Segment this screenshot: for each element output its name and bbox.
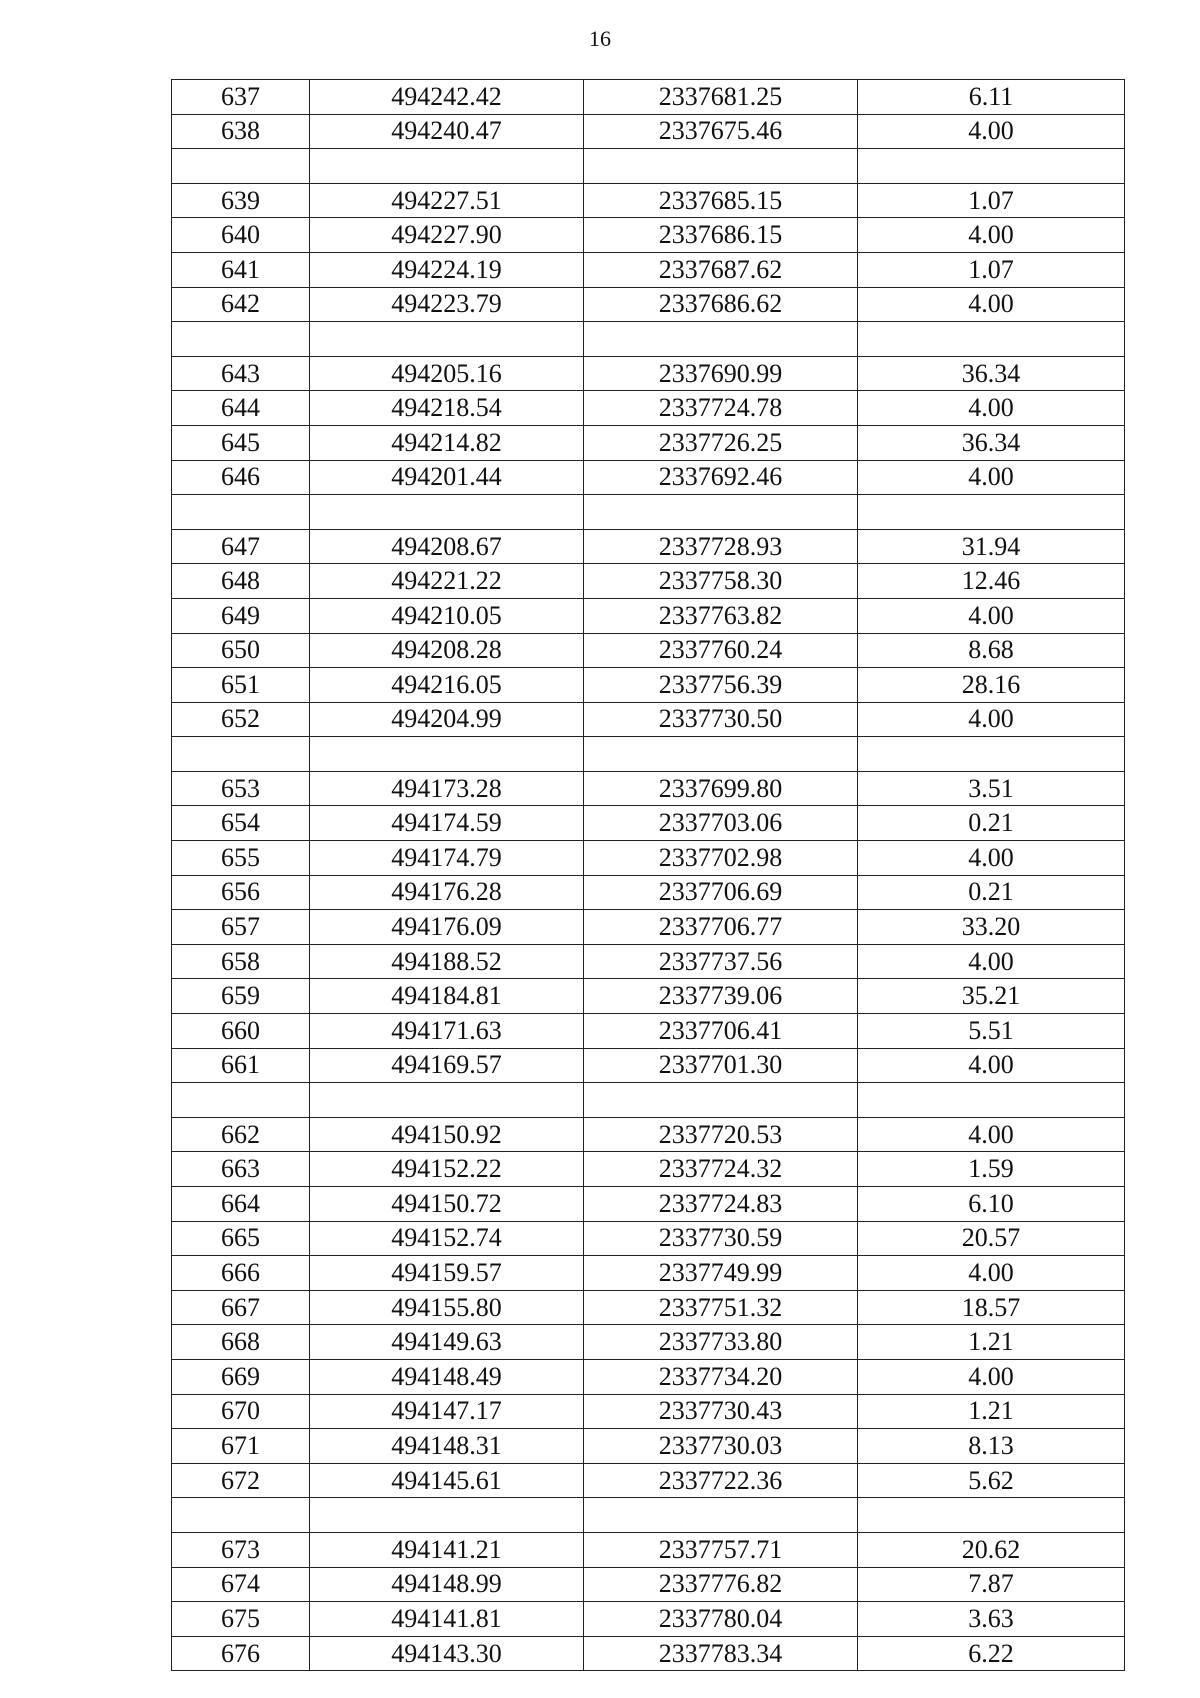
distance-cell (858, 322, 1125, 357)
y-coordinate-cell (584, 149, 858, 184)
point-number-cell: 653 (172, 771, 310, 806)
x-coordinate-cell: 494145.61 (310, 1463, 584, 1498)
distance-cell: 6.11 (858, 80, 1125, 115)
distance-cell: 5.62 (858, 1463, 1125, 1498)
table-row (172, 979, 1125, 1014)
x-coordinate-cell: 494224.19 (310, 252, 584, 287)
table-row (172, 252, 1125, 287)
table-row (172, 425, 1125, 460)
table-row (172, 1636, 1125, 1671)
y-coordinate-cell: 2337739.06 (584, 979, 858, 1014)
distance-cell: 7.87 (858, 1567, 1125, 1602)
point-number-cell (172, 737, 310, 772)
distance-cell: 4.00 (858, 1359, 1125, 1394)
point-number-cell: 676 (172, 1636, 310, 1671)
x-coordinate-cell: 494205.16 (310, 356, 584, 391)
y-coordinate-cell: 2337783.34 (584, 1636, 858, 1671)
y-coordinate-cell (584, 322, 858, 357)
x-coordinate-cell (310, 737, 584, 772)
distance-cell: 8.68 (858, 633, 1125, 668)
x-coordinate-cell: 494176.09 (310, 910, 584, 945)
distance-cell: 1.59 (858, 1152, 1125, 1187)
point-number-cell: 666 (172, 1256, 310, 1291)
distance-cell: 0.21 (858, 875, 1125, 910)
y-coordinate-cell: 2337734.20 (584, 1359, 858, 1394)
table-row (172, 1325, 1125, 1360)
point-number-cell: 641 (172, 252, 310, 287)
point-number-cell: 665 (172, 1221, 310, 1256)
table-row (172, 1290, 1125, 1325)
x-coordinate-cell: 494159.57 (310, 1256, 584, 1291)
point-number-cell: 670 (172, 1394, 310, 1429)
y-coordinate-cell: 2337706.69 (584, 875, 858, 910)
x-coordinate-cell: 494208.67 (310, 529, 584, 564)
point-number-cell: 647 (172, 529, 310, 564)
point-number-cell: 644 (172, 391, 310, 426)
point-number-cell: 639 (172, 183, 310, 218)
point-number-cell: 655 (172, 841, 310, 876)
x-coordinate-cell: 494204.99 (310, 702, 584, 737)
y-coordinate-cell: 2337724.78 (584, 391, 858, 426)
distance-cell: 3.51 (858, 771, 1125, 806)
distance-cell (858, 737, 1125, 772)
y-coordinate-cell: 2337699.80 (584, 771, 858, 806)
distance-cell: 8.13 (858, 1429, 1125, 1464)
table-row (172, 1048, 1125, 1083)
point-number-cell: 649 (172, 598, 310, 633)
x-coordinate-cell: 494201.44 (310, 460, 584, 495)
point-number-cell: 648 (172, 564, 310, 599)
y-coordinate-cell: 2337722.36 (584, 1463, 858, 1498)
distance-cell: 0.21 (858, 806, 1125, 841)
point-number-cell: 674 (172, 1567, 310, 1602)
x-coordinate-cell: 494221.22 (310, 564, 584, 599)
point-number-cell: 659 (172, 979, 310, 1014)
x-coordinate-cell (310, 322, 584, 357)
table-row (172, 1221, 1125, 1256)
distance-cell (858, 495, 1125, 530)
table-row (172, 1359, 1125, 1394)
distance-cell: 1.07 (858, 183, 1125, 218)
distance-cell: 4.00 (858, 841, 1125, 876)
x-coordinate-cell: 494240.47 (310, 114, 584, 149)
distance-cell: 20.57 (858, 1221, 1125, 1256)
distance-cell: 5.51 (858, 1014, 1125, 1049)
x-coordinate-cell: 494218.54 (310, 391, 584, 426)
distance-cell: 35.21 (858, 979, 1125, 1014)
table-row (172, 1117, 1125, 1152)
x-coordinate-cell (310, 149, 584, 184)
y-coordinate-cell: 2337685.15 (584, 183, 858, 218)
distance-cell: 3.63 (858, 1602, 1125, 1637)
point-number-cell: 637 (172, 80, 310, 115)
y-coordinate-cell: 2337686.15 (584, 218, 858, 253)
table-separator-row (172, 149, 1125, 184)
table-row (172, 80, 1125, 115)
x-coordinate-cell: 494188.52 (310, 944, 584, 979)
y-coordinate-cell: 2337720.53 (584, 1117, 858, 1152)
table-row (172, 391, 1125, 426)
distance-cell: 36.34 (858, 425, 1125, 460)
table-separator-row (172, 322, 1125, 357)
coordinates-table-body (172, 80, 1125, 1671)
y-coordinate-cell (584, 1083, 858, 1118)
point-number-cell: 646 (172, 460, 310, 495)
distance-cell: 4.00 (858, 218, 1125, 253)
x-coordinate-cell (310, 1083, 584, 1118)
x-coordinate-cell: 494171.63 (310, 1014, 584, 1049)
x-coordinate-cell: 494227.90 (310, 218, 584, 253)
x-coordinate-cell: 494155.80 (310, 1290, 584, 1325)
page-number: 16 (589, 26, 611, 51)
table-row (172, 910, 1125, 945)
x-coordinate-cell: 494148.31 (310, 1429, 584, 1464)
point-number-cell: 651 (172, 668, 310, 703)
y-coordinate-cell: 2337675.46 (584, 114, 858, 149)
y-coordinate-cell: 2337706.77 (584, 910, 858, 945)
x-coordinate-cell: 494176.28 (310, 875, 584, 910)
distance-cell: 6.10 (858, 1187, 1125, 1222)
point-number-cell (172, 1498, 310, 1533)
y-coordinate-cell: 2337760.24 (584, 633, 858, 668)
table-row (172, 287, 1125, 322)
y-coordinate-cell (584, 495, 858, 530)
table-row (172, 875, 1125, 910)
x-coordinate-cell: 494210.05 (310, 598, 584, 633)
x-coordinate-cell: 494227.51 (310, 183, 584, 218)
point-number-cell: 664 (172, 1187, 310, 1222)
distance-cell (858, 149, 1125, 184)
point-number-cell: 643 (172, 356, 310, 391)
distance-cell: 4.00 (858, 391, 1125, 426)
x-coordinate-cell: 494184.81 (310, 979, 584, 1014)
distance-cell: 4.00 (858, 702, 1125, 737)
y-coordinate-cell: 2337763.82 (584, 598, 858, 633)
distance-cell: 4.00 (858, 1048, 1125, 1083)
distance-cell: 28.16 (858, 668, 1125, 703)
table-separator-row (172, 737, 1125, 772)
point-number-cell: 671 (172, 1429, 310, 1464)
x-coordinate-cell (310, 495, 584, 530)
table-row (172, 806, 1125, 841)
table-row (172, 1532, 1125, 1567)
distance-cell (858, 1083, 1125, 1118)
x-coordinate-cell: 494149.63 (310, 1325, 584, 1360)
point-number-cell: 672 (172, 1463, 310, 1498)
table-row (172, 1394, 1125, 1429)
y-coordinate-cell: 2337751.32 (584, 1290, 858, 1325)
y-coordinate-cell: 2337703.06 (584, 806, 858, 841)
y-coordinate-cell: 2337726.25 (584, 425, 858, 460)
table-row (172, 1567, 1125, 1602)
distance-cell: 31.94 (858, 529, 1125, 564)
x-coordinate-cell: 494169.57 (310, 1048, 584, 1083)
table-row (172, 944, 1125, 979)
point-number-cell: 650 (172, 633, 310, 668)
table-row (172, 598, 1125, 633)
distance-cell: 4.00 (858, 1117, 1125, 1152)
x-coordinate-cell: 494148.99 (310, 1567, 584, 1602)
y-coordinate-cell: 2337724.83 (584, 1187, 858, 1222)
point-number-cell: 673 (172, 1532, 310, 1567)
y-coordinate-cell: 2337702.98 (584, 841, 858, 876)
x-coordinate-cell: 494174.79 (310, 841, 584, 876)
y-coordinate-cell: 2337749.99 (584, 1256, 858, 1291)
x-coordinate-cell: 494152.22 (310, 1152, 584, 1187)
point-number-cell: 652 (172, 702, 310, 737)
table-row (172, 771, 1125, 806)
table-row (172, 1152, 1125, 1187)
x-coordinate-cell: 494150.72 (310, 1187, 584, 1222)
point-number-cell: 654 (172, 806, 310, 841)
distance-cell: 4.00 (858, 598, 1125, 633)
y-coordinate-cell: 2337701.30 (584, 1048, 858, 1083)
point-number-cell (172, 495, 310, 530)
y-coordinate-cell: 2337686.62 (584, 287, 858, 322)
table-row (172, 183, 1125, 218)
point-number-cell: 638 (172, 114, 310, 149)
table-row (172, 218, 1125, 253)
table-row (172, 1602, 1125, 1637)
y-coordinate-cell: 2337776.82 (584, 1567, 858, 1602)
distance-cell: 1.21 (858, 1325, 1125, 1360)
y-coordinate-cell: 2337692.46 (584, 460, 858, 495)
x-coordinate-cell: 494148.49 (310, 1359, 584, 1394)
coordinates-table (171, 79, 1125, 1671)
distance-cell: 4.00 (858, 287, 1125, 322)
y-coordinate-cell: 2337706.41 (584, 1014, 858, 1049)
distance-cell: 4.00 (858, 944, 1125, 979)
y-coordinate-cell: 2337690.99 (584, 356, 858, 391)
distance-cell: 4.00 (858, 1256, 1125, 1291)
point-number-cell: 640 (172, 218, 310, 253)
table-row (172, 702, 1125, 737)
x-coordinate-cell: 494216.05 (310, 668, 584, 703)
x-coordinate-cell: 494223.79 (310, 287, 584, 322)
table-separator-row (172, 1498, 1125, 1533)
point-number-cell (172, 322, 310, 357)
x-coordinate-cell: 494143.30 (310, 1636, 584, 1671)
point-number-cell: 662 (172, 1117, 310, 1152)
y-coordinate-cell: 2337733.80 (584, 1325, 858, 1360)
x-coordinate-cell: 494174.59 (310, 806, 584, 841)
distance-cell: 1.07 (858, 252, 1125, 287)
y-coordinate-cell: 2337687.62 (584, 252, 858, 287)
point-number-cell: 658 (172, 944, 310, 979)
table-row (172, 356, 1125, 391)
table-separator-row (172, 1083, 1125, 1118)
point-number-cell: 669 (172, 1359, 310, 1394)
point-number-cell: 661 (172, 1048, 310, 1083)
table-row (172, 114, 1125, 149)
y-coordinate-cell: 2337757.71 (584, 1532, 858, 1567)
y-coordinate-cell: 2337728.93 (584, 529, 858, 564)
y-coordinate-cell: 2337758.30 (584, 564, 858, 599)
point-number-cell: 657 (172, 910, 310, 945)
point-number-cell: 663 (172, 1152, 310, 1187)
table-row (172, 529, 1125, 564)
distance-cell: 20.62 (858, 1532, 1125, 1567)
x-coordinate-cell: 494173.28 (310, 771, 584, 806)
table-row (172, 460, 1125, 495)
y-coordinate-cell (584, 1498, 858, 1533)
distance-cell: 1.21 (858, 1394, 1125, 1429)
table-row (172, 1463, 1125, 1498)
y-coordinate-cell: 2337724.32 (584, 1152, 858, 1187)
table-row (172, 1256, 1125, 1291)
y-coordinate-cell: 2337730.50 (584, 702, 858, 737)
table-row (172, 1429, 1125, 1464)
table-separator-row (172, 495, 1125, 530)
table-row (172, 1014, 1125, 1049)
distance-cell: 33.20 (858, 910, 1125, 945)
point-number-cell: 668 (172, 1325, 310, 1360)
x-coordinate-cell: 494208.28 (310, 633, 584, 668)
point-number-cell (172, 1083, 310, 1118)
table-row (172, 1187, 1125, 1222)
point-number-cell: 656 (172, 875, 310, 910)
distance-cell: 4.00 (858, 460, 1125, 495)
x-coordinate-cell: 494214.82 (310, 425, 584, 460)
x-coordinate-cell: 494141.21 (310, 1532, 584, 1567)
point-number-cell: 667 (172, 1290, 310, 1325)
x-coordinate-cell: 494152.74 (310, 1221, 584, 1256)
distance-cell: 18.57 (858, 1290, 1125, 1325)
x-coordinate-cell: 494242.42 (310, 80, 584, 115)
table-row (172, 841, 1125, 876)
table-row (172, 633, 1125, 668)
point-number-cell: 675 (172, 1602, 310, 1637)
x-coordinate-cell: 494147.17 (310, 1394, 584, 1429)
point-number-cell: 660 (172, 1014, 310, 1049)
y-coordinate-cell: 2337756.39 (584, 668, 858, 703)
x-coordinate-cell: 494141.81 (310, 1602, 584, 1637)
y-coordinate-cell (584, 737, 858, 772)
point-number-cell: 645 (172, 425, 310, 460)
table-row (172, 564, 1125, 599)
x-coordinate-cell: 494150.92 (310, 1117, 584, 1152)
y-coordinate-cell: 2337737.56 (584, 944, 858, 979)
point-number-cell (172, 149, 310, 184)
y-coordinate-cell: 2337730.59 (584, 1221, 858, 1256)
table-row (172, 668, 1125, 703)
distance-cell: 12.46 (858, 564, 1125, 599)
y-coordinate-cell: 2337730.03 (584, 1429, 858, 1464)
distance-cell: 36.34 (858, 356, 1125, 391)
point-number-cell: 642 (172, 287, 310, 322)
x-coordinate-cell (310, 1498, 584, 1533)
distance-cell: 4.00 (858, 114, 1125, 149)
distance-cell (858, 1498, 1125, 1533)
y-coordinate-cell: 2337780.04 (584, 1602, 858, 1637)
y-coordinate-cell: 2337681.25 (584, 80, 858, 115)
distance-cell: 6.22 (858, 1636, 1125, 1671)
y-coordinate-cell: 2337730.43 (584, 1394, 858, 1429)
